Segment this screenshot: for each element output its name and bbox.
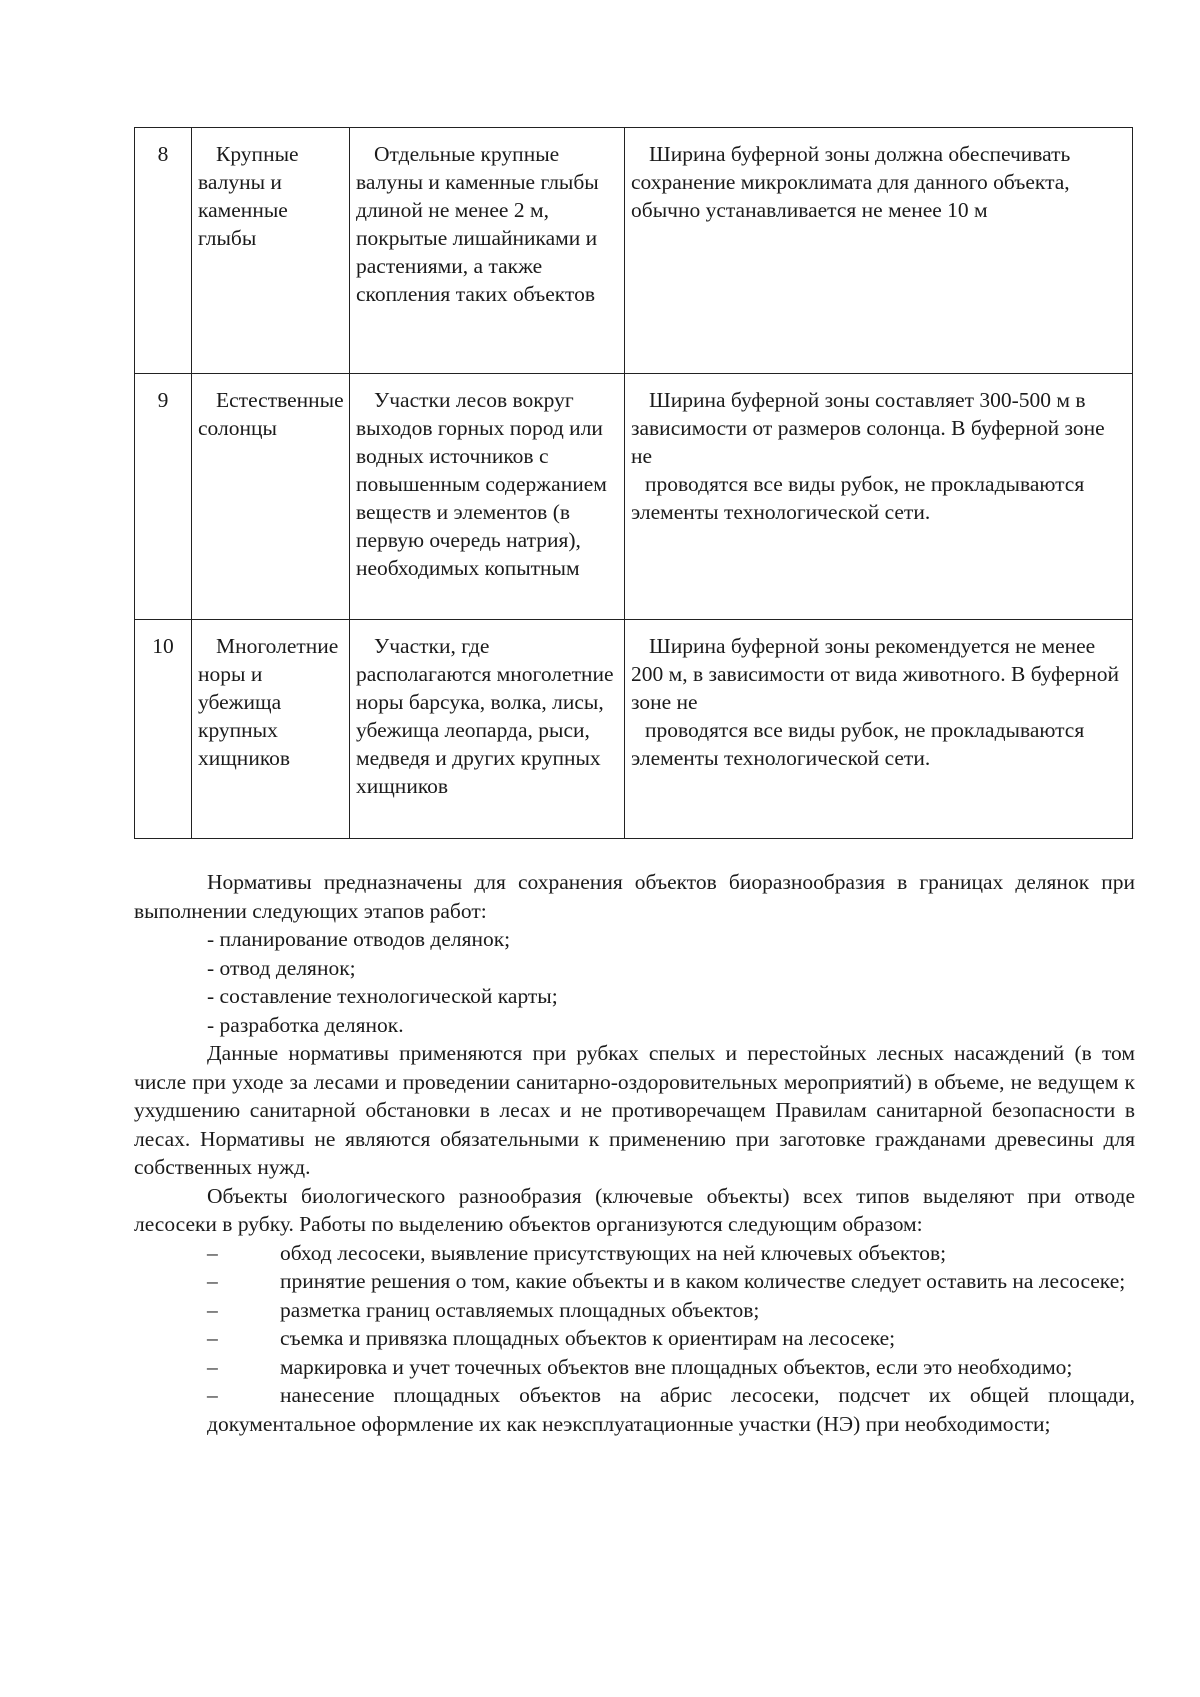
biodiversity-objects-table: [134, 127, 1133, 839]
object-name: Естественные солонцы: [192, 374, 350, 620]
object-description: Участки лесов вокруг выходов горных пород или водных источников с повышенным содержанием веществ и элементов (в первую очередь натрия), необходимых копытным: [350, 374, 625, 620]
object-description: Отдельные крупные валуны и каменные глыбы длиной не менее 2 м, покрытые лишайниками и растениями, а также скопления таких объектов: [350, 128, 625, 374]
list-item: – маркировка и учет точечных объектов вне площадных объектов, если это необходимо;: [134, 1353, 1135, 1382]
list-item: – принятие решения о том, какие объекты и в каком количестве следует оставить на лесосеке;: [134, 1267, 1135, 1296]
list-item: – обход лесосеки, выявление присутствующих на ней ключевых объектов;: [134, 1239, 1135, 1268]
application-paragraph: Данные нормативы применяются при рубках спелых и перестойных лесных насаждений (в том числе при уходе за лесами и проведении санитарно-оздоровительных мероприятий) в объеме, не ведущем к ухудшению санитарной обстановки в лесах и не противоречащем Правилам санитарной безопасности в лесах. Нормативы не являются обязательными к применению при заготовке гражданами древесины для собственных нужд.: [134, 1041, 1135, 1179]
dash-marker: –: [207, 1297, 218, 1322]
dash-marker: –: [207, 1326, 218, 1350]
list-item: - планирование отводов делянок;: [207, 927, 511, 951]
dash-marker: –: [207, 1354, 218, 1379]
table-row: [135, 374, 1133, 620]
list-item: – разметка границ оставляемых площадных объектов;: [134, 1296, 1135, 1325]
intro-paragraph: Нормативы предназначены для сохранения объектов биоразнообразия в границах делянок при выполнении следующих этапов работ:: [134, 870, 1135, 923]
dash-marker: –: [207, 1269, 218, 1293]
row-number: 9: [135, 374, 192, 620]
list-item: – съемка и привязка площадных объектов к ориентирам на лесосеке;: [134, 1324, 1135, 1353]
buffer-zone-text: Ширина буферной зоны рекомендуется не менее 200 м, в зависимости от вида животного. В буферной зоне не проводятся все виды рубок, не прокладываются элементы технологической сети.: [625, 620, 1133, 839]
object-name: Многолетние норы и убежища крупных хищников: [192, 620, 350, 839]
table-row: [135, 128, 1133, 374]
dash-marker: –: [207, 1240, 218, 1265]
buffer-zone-text: Ширина буферной зоны должна обеспечивать сохранение микроклимата для данного объекта, обычно устанавливается не менее 10 м: [625, 128, 1133, 374]
buffer-zone-text: Ширина буферной зоны составляет 300-500 м в зависимости от размеров солонца. В буферной зоне не проводятся все виды рубок, не прокладываются элементы технологической сети.: [625, 374, 1133, 620]
list-item: - составление технологической карты;: [207, 984, 558, 1008]
dash-marker: –: [207, 1383, 218, 1407]
procedure-paragraph: Объекты биологического разнообразия (ключевые объекты) всех типов выделяют при отводе лесосеки в рубку. Работы по выделению объектов организуются следующим образом:: [134, 1183, 1135, 1236]
object-name: Крупные валуны и каменные глыбы: [192, 128, 350, 374]
body-text: [134, 868, 1135, 1438]
object-description: Участки, где располагаются многолетние норы барсука, волка, лисы, убежища леопарда, рыси, медведя и других крупных хищников: [350, 620, 625, 839]
row-number: 8: [135, 128, 192, 374]
table-row: [135, 620, 1133, 839]
list-item: - отвод делянок;: [207, 955, 356, 980]
list-item: – нанесение площадных объектов на абрис лесосеки, подсчет их общей площади, документальное оформление их как неэксплуатационные участки (НЭ) при необходимости;: [207, 1383, 1135, 1436]
list-item: - разработка делянок.: [207, 1012, 404, 1037]
row-number: 10: [135, 620, 192, 839]
